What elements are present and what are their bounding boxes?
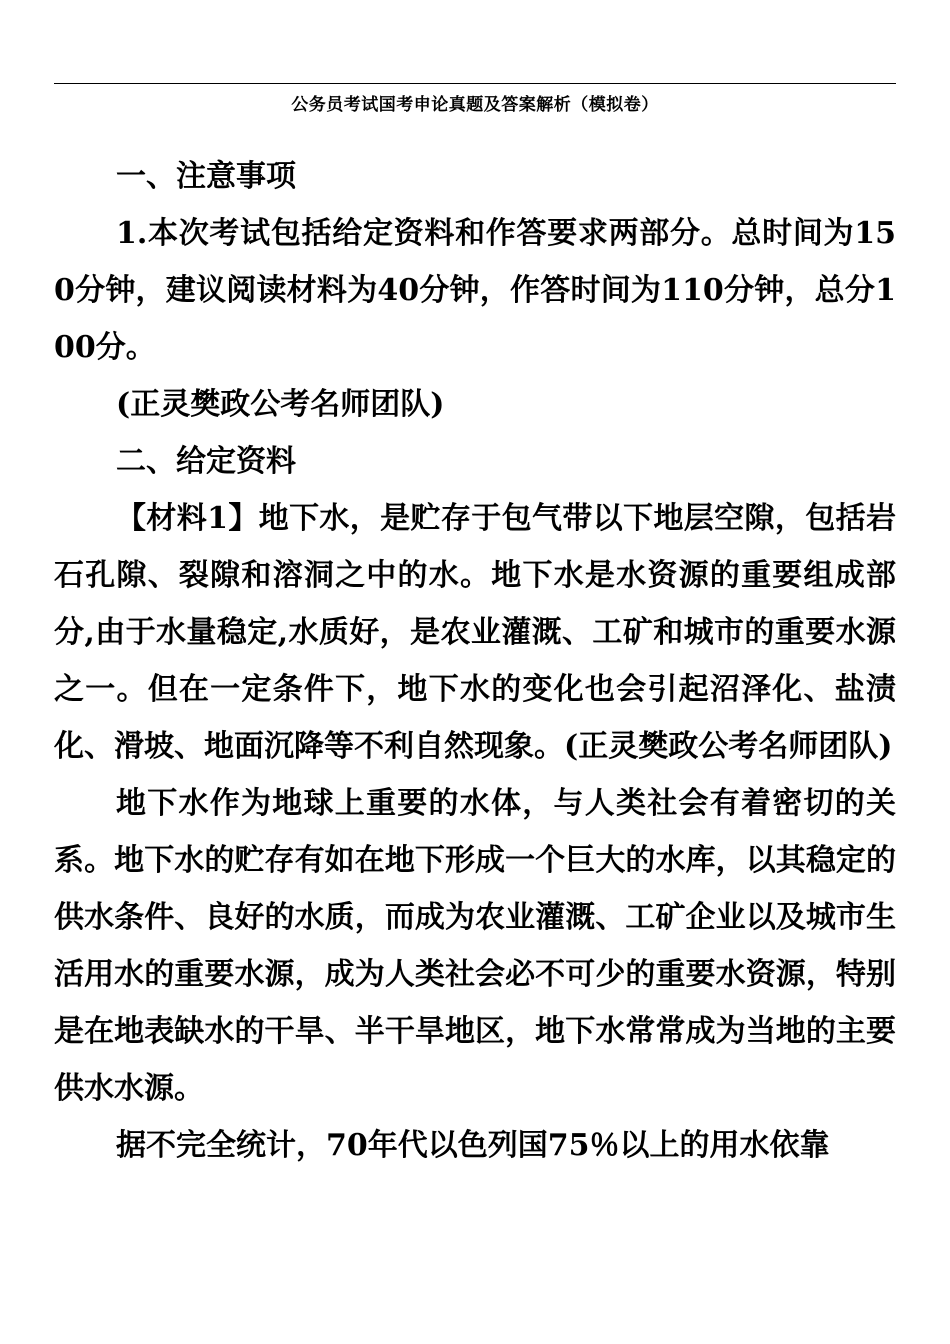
paragraph-material-1: 【材料1】地下水，是贮存于包气带以下地层空隙，包括岩石孔隙、裂隙和溶洞之中的水。地下水是水资源的重要组成部分,由于水量稳定,水质好，是农业灌溉、工矿和城市的重要水源之一。但在一定条件下，地下水的变化也会引起沼泽化、盐渍化、滑坡、地面沉降等不利自然现象。(正灵樊政公考名师团队) (54, 501, 896, 764)
section-heading-materials: 二、给定资料 (116, 444, 296, 479)
paragraph-statistics: 据不完全统计，70年代以色列国75％以上的用水依靠 (116, 1128, 830, 1163)
page-header-title: 公务员考试国考申论真题及答案解析（模拟卷） (291, 95, 659, 115)
header-divider (54, 83, 896, 84)
document-body (54, 148, 896, 1174)
paragraph-team-credit: (正灵樊政公考名师团队) (116, 387, 445, 422)
paragraph-groundwater-importance: 地下水作为地球上重要的水体，与人类社会有着密切的关系。地下水的贮存有如在地下形成一个巨大的水库，以其稳定的供水条件、良好的水质，而成为农业灌溉、工矿企业以及城市生活用水的重要水源，成为人类社会必不可少的重要水资源，特别是在地表缺水的干旱、半干旱地区，地下水常常成为当地的主要供水水源。 (54, 786, 896, 1106)
paragraph-exam-time: 1.本次考试包括给定资料和作答要求两部分。总时间为150分钟，建议阅读材料为40分钟，作答时间为110分钟，总分100分。 (54, 216, 896, 365)
section-heading-notes: 一、注意事项 (116, 159, 296, 194)
